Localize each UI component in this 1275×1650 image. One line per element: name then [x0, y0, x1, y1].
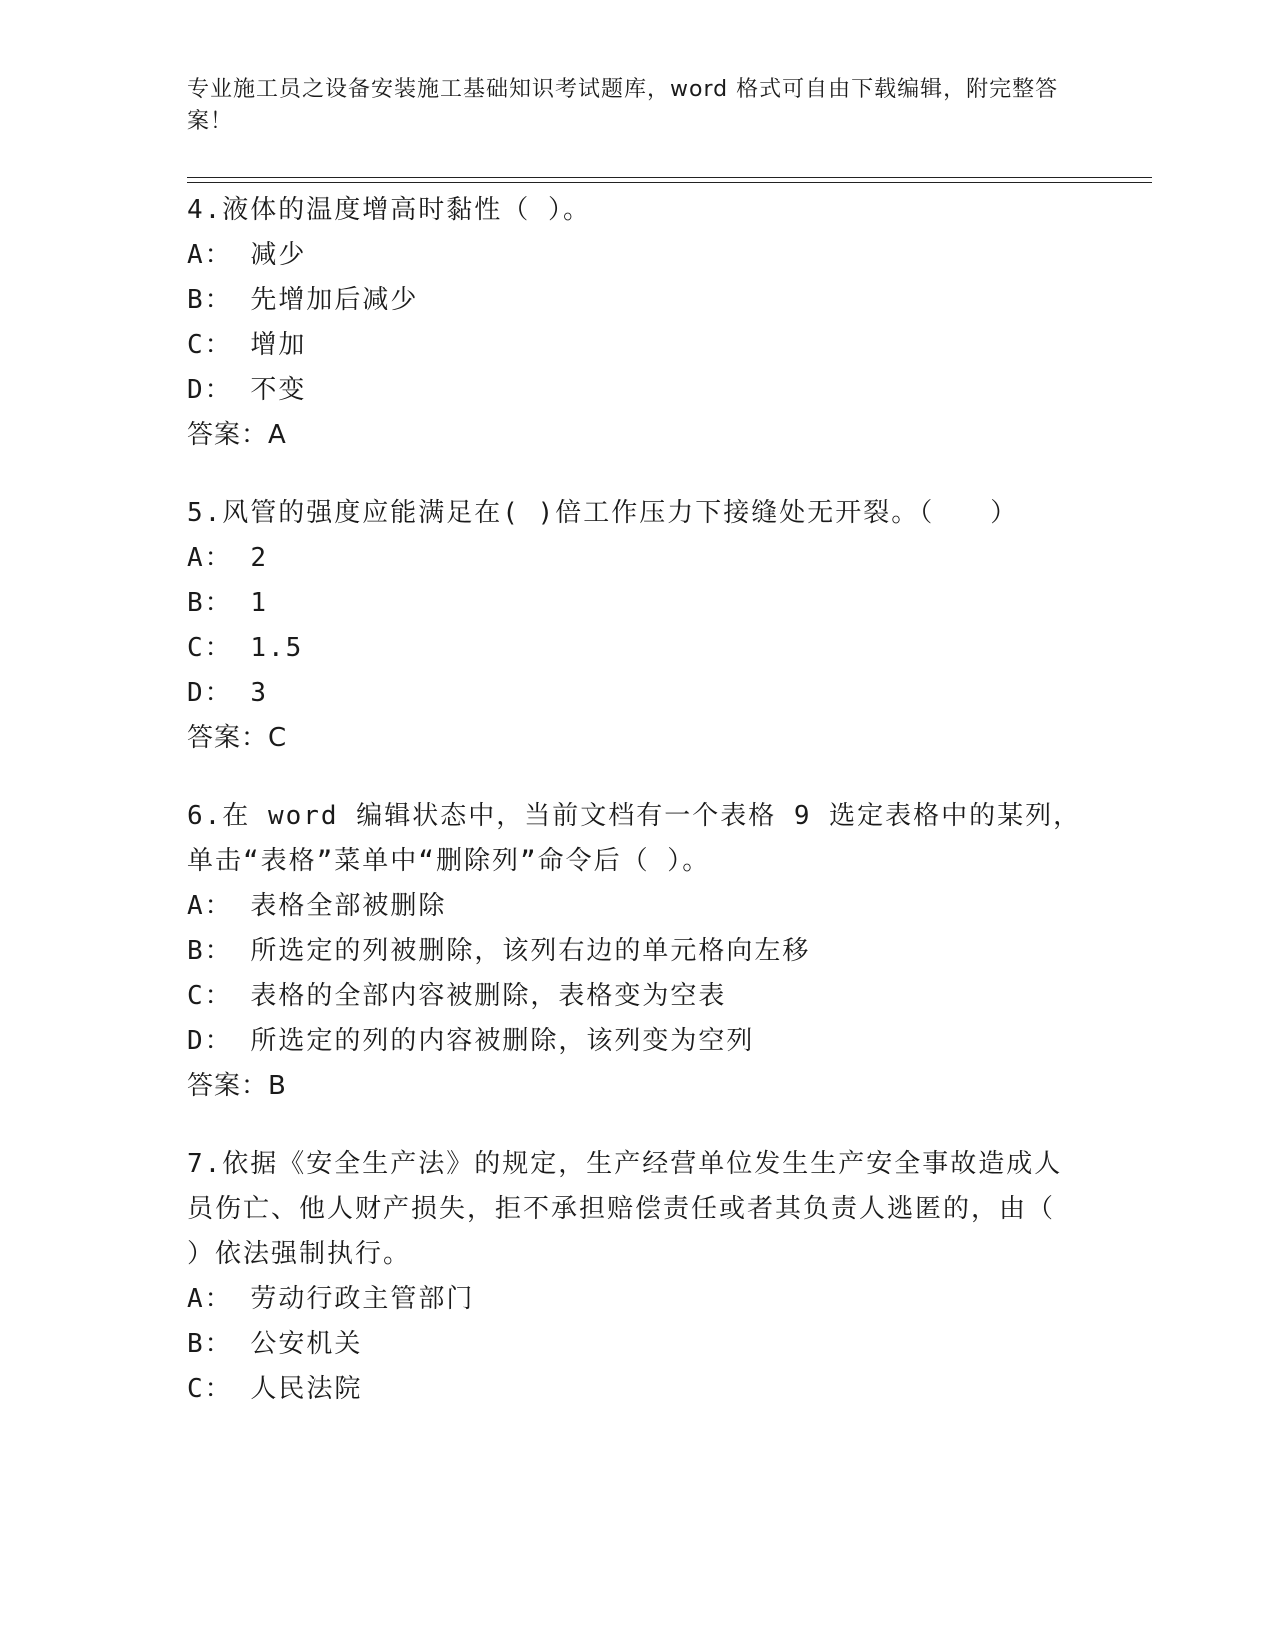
question-text: 5.风管的强度应能满足在( )倍工作压力下接缝处无开裂。（ ）	[187, 498, 1019, 528]
option-d: D： 不变	[187, 375, 307, 405]
option-text: 先增加后减少	[250, 285, 419, 315]
option-text: 不变	[250, 375, 307, 405]
option-text: 减少	[250, 240, 307, 270]
option-letter: D	[187, 1026, 205, 1056]
option-text: 劳动行政主管部门	[250, 1284, 475, 1314]
option-text: 3	[250, 678, 268, 708]
question-text: 4.液体的温度增高时黏性（ ）。	[187, 195, 591, 225]
option-text: 2	[250, 543, 268, 573]
option-c: C： 表格的全部内容被删除，表格变为空表	[187, 981, 727, 1011]
option-b: B： 公安机关	[187, 1329, 363, 1359]
option-a: A： 劳动行政主管部门	[187, 1284, 475, 1314]
header-divider-bottom	[187, 182, 1152, 183]
option-text: 1	[250, 588, 268, 618]
option-text: 人民法院	[250, 1374, 363, 1404]
option-c: C： 人民法院	[187, 1374, 363, 1404]
option-letter: B	[187, 1329, 205, 1359]
option-letter: D	[187, 375, 205, 405]
document-header: 专业施工员之设备安装施工基础知识考试题库，word 格式可自由下载编辑，附完整答案！	[187, 77, 1059, 134]
option-letter: A	[187, 240, 205, 270]
question-text: 6.在 word 编辑状态中，当前文档有一个表格 9 选定表格中的某列，单击“表格”菜单中“删除列”命令后（ ）。	[187, 801, 1082, 876]
question-list	[187, 188, 1087, 1445]
option-a: A： 2	[187, 543, 268, 573]
option-letter: C	[187, 1374, 205, 1404]
option-d: D： 所选定的列的内容被删除，该列变为空列	[187, 1026, 755, 1056]
option-letter: B	[187, 285, 205, 315]
option-text: 增加	[250, 330, 307, 360]
option-text: 1.5	[250, 633, 304, 663]
option-d: D： 3	[187, 678, 268, 708]
option-b: B： 先增加后减少	[187, 285, 419, 315]
question-item	[187, 491, 1087, 761]
header-divider-top	[187, 177, 1152, 178]
option-b: B： 所选定的列被删除，该列右边的单元格向左移	[187, 936, 811, 966]
option-letter: A	[187, 891, 205, 921]
option-text: 所选定的列的内容被删除，该列变为空列	[250, 1026, 755, 1056]
option-b: B： 1	[187, 588, 268, 618]
option-text: 表格的全部内容被删除，表格变为空表	[250, 981, 727, 1011]
option-text: 所选定的列被删除，该列右边的单元格向左移	[250, 936, 811, 966]
option-letter: C	[187, 330, 205, 360]
option-letter: B	[187, 936, 205, 966]
option-letter: A	[187, 543, 205, 573]
option-a: A： 减少	[187, 240, 307, 270]
answer-line: 答案：B	[187, 1071, 287, 1101]
answer-line: 答案：C	[187, 723, 288, 753]
option-text: 公安机关	[250, 1329, 363, 1359]
option-a: A： 表格全部被删除	[187, 891, 447, 921]
question-item	[187, 188, 1087, 458]
answer-line: 答案：A	[187, 420, 287, 450]
option-c: C： 1.5	[187, 633, 304, 663]
option-c: C： 增加	[187, 330, 307, 360]
option-letter: C	[187, 981, 205, 1011]
question-item	[187, 794, 1087, 1109]
option-letter: C	[187, 633, 205, 663]
option-letter: D	[187, 678, 205, 708]
question-text: 7.依据《安全生产法》的规定，生产经营单位发生生产安全事故造成人员伤亡、他人财产损失，拒不承担赔偿责任或者其负责人逃匿的，由（ ）依法强制执行。	[187, 1149, 1073, 1269]
option-letter: A	[187, 1284, 205, 1314]
option-text: 表格全部被删除	[250, 891, 447, 921]
question-item	[187, 1142, 1087, 1412]
option-letter: B	[187, 588, 205, 618]
